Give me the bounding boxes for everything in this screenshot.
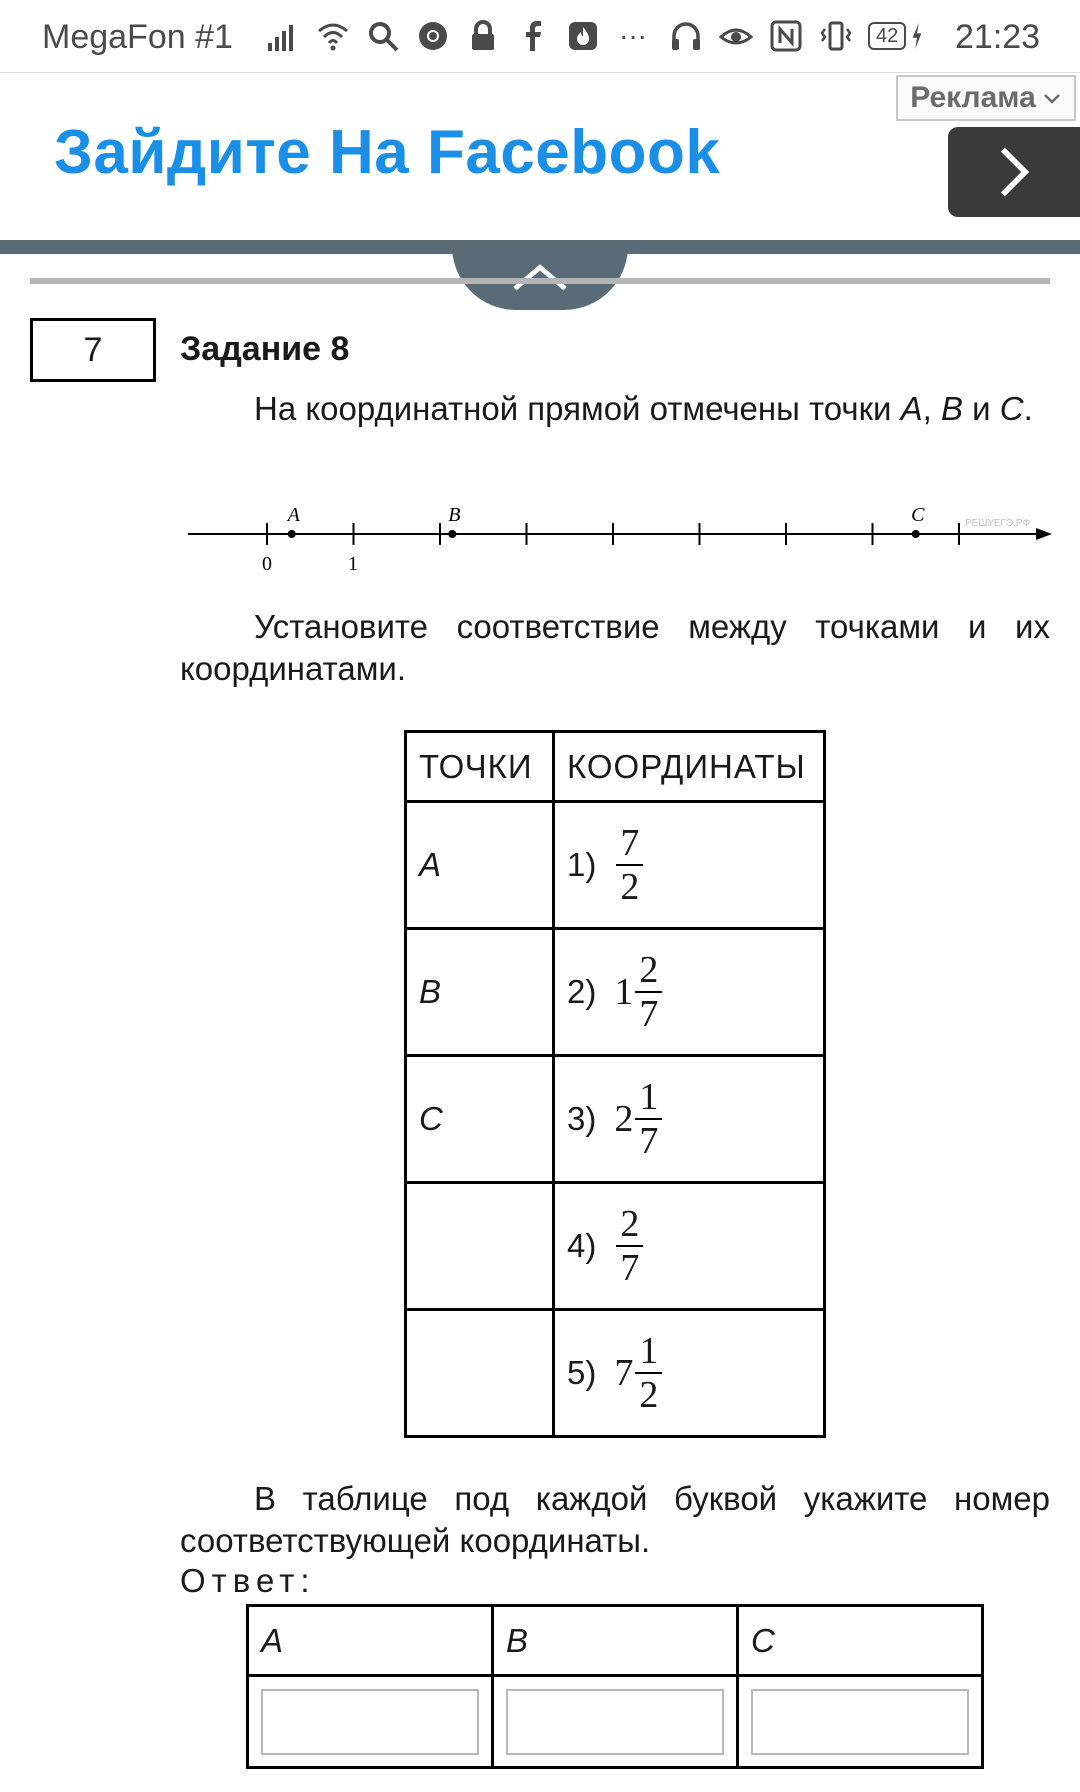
answer-header-a: A — [248, 1606, 493, 1676]
chevron-right-icon — [995, 144, 1033, 200]
answer-header-b: B — [492, 1606, 737, 1676]
watermark: РЕШУЕГЭ.РФ — [965, 518, 1031, 529]
table-row — [406, 929, 825, 1056]
point-cell: B — [406, 929, 554, 1056]
point-marker-b — [448, 530, 456, 538]
answer-table — [246, 1604, 984, 1769]
ad-options-button[interactable] — [896, 75, 1076, 121]
point-marker-a — [288, 530, 296, 538]
ad-title[interactable]: Зайдите На Facebook — [54, 118, 721, 187]
fraction: 1 $\frac{2}{7}$ — [614, 949, 662, 1035]
ad-open-button[interactable] — [948, 127, 1080, 217]
table-row — [406, 1183, 825, 1310]
task-instruction: Установите соответствие между точками и их координатами. — [180, 608, 1050, 687]
coordinate-cell — [554, 802, 825, 929]
vibrate-icon — [818, 16, 854, 56]
fraction: $\frac{7}{2}$ — [614, 822, 643, 908]
match-table — [404, 730, 826, 1438]
signal-icon — [265, 16, 301, 56]
point-cell — [406, 1310, 554, 1437]
more-notifications-icon: ··· — [619, 20, 647, 51]
answer-instruction: В таблице под каждой буквой укажите номер соответствующей координаты. — [180, 1480, 1050, 1559]
battery-indicator — [868, 20, 924, 52]
eye-comfort-icon — [718, 16, 754, 56]
coordinate-cell — [554, 1310, 825, 1437]
task-number-box: 7 — [30, 318, 156, 382]
clock: 21:23 — [955, 18, 1041, 56]
divider-line — [30, 278, 1050, 284]
point-label: A — [900, 390, 923, 427]
system-icons — [668, 14, 924, 58]
status-bar — [0, 0, 1080, 72]
coordinate-cell — [554, 1183, 825, 1310]
header-coordinates: КООРДИНАТЫ — [554, 732, 825, 802]
fraction: 2 $\frac{1}{7}$ — [614, 1076, 662, 1162]
fraction: 7 $\frac{1}{2}$ — [614, 1330, 662, 1416]
point-label: B — [940, 390, 963, 427]
task-intro: На координатной прямой отмечены точки A, B и C. — [254, 390, 1033, 427]
chrome-icon — [415, 16, 451, 56]
tick-label-0: 0 — [262, 553, 272, 575]
wifi-icon — [315, 16, 351, 56]
answer-label: Ответ: — [180, 1562, 316, 1599]
nfc-icon — [768, 16, 804, 56]
lock-icon — [465, 16, 501, 56]
facebook-icon — [515, 16, 551, 56]
answer-input-b[interactable] — [506, 1689, 724, 1755]
answer-header-c: C — [737, 1606, 982, 1676]
option-number: 2) — [567, 973, 597, 1010]
option-number: 4) — [567, 1227, 597, 1264]
headphones-icon — [668, 16, 704, 56]
table-row — [406, 1056, 825, 1183]
point-label-c: C — [911, 504, 925, 526]
coordinate-cell — [554, 1056, 825, 1183]
axis-arrow — [1036, 528, 1052, 540]
option-number: 1) — [567, 846, 597, 883]
search-icon — [365, 16, 401, 56]
point-marker-c — [912, 530, 920, 538]
carrier-name: MegaFon #1 — [42, 18, 233, 56]
point-cell: C — [406, 1056, 554, 1183]
option-number: 3) — [567, 1100, 597, 1137]
option-number: 5) — [567, 1354, 597, 1391]
app-flame-icon — [565, 16, 601, 56]
point-label-a: A — [287, 504, 300, 526]
ad-banner[interactable] — [0, 72, 1080, 240]
point-label: C — [999, 390, 1024, 427]
ad-badge-label: Реклама — [910, 81, 1036, 114]
fraction: $\frac{2}{7}$ — [614, 1203, 643, 1289]
point-label-b: B — [448, 504, 461, 526]
notification-icons — [265, 14, 651, 58]
charging-icon — [910, 20, 924, 52]
task-title: Задание 8 — [180, 330, 350, 368]
coordinate-cell — [554, 929, 825, 1056]
point-cell: A — [406, 802, 554, 929]
header-points: ТОЧКИ — [406, 732, 554, 802]
point-cell — [406, 1183, 554, 1310]
answer-input-c[interactable] — [751, 1689, 969, 1755]
battery-level: 42 — [868, 22, 906, 50]
answer-input-a[interactable] — [261, 1689, 479, 1755]
table-row — [406, 1310, 825, 1437]
chevron-down-icon — [1042, 88, 1062, 108]
number-line — [180, 490, 1060, 580]
tick-label-1: 1 — [348, 553, 358, 575]
table-row — [406, 802, 825, 929]
